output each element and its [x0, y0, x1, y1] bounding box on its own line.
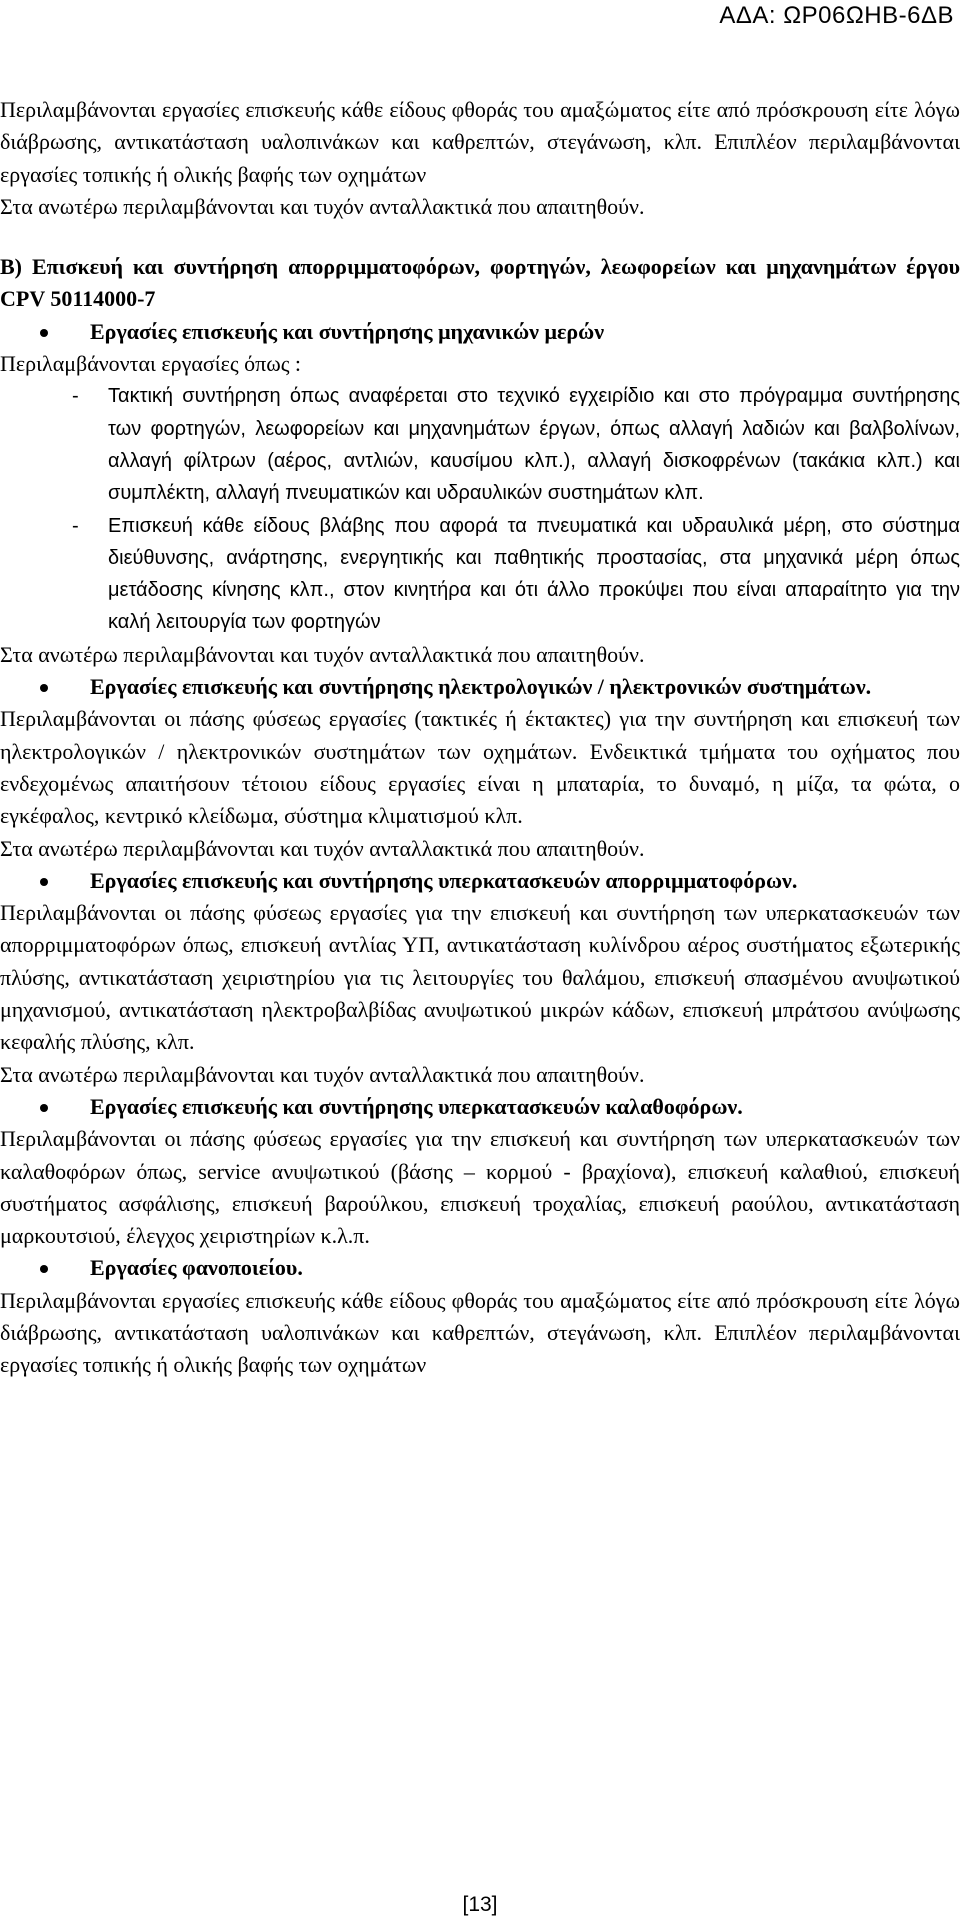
bullet-bucket-truck-superstructures	[0, 1091, 960, 1123]
bullet-label: Εργασίες επισκευής και συντήρησης υπερκατασκευών απορριμματοφόρων.	[90, 867, 798, 893]
bullet-body-shop	[0, 1252, 960, 1284]
paragraph-spare-parts-3: Στα ανωτέρω περιλαμβάνονται και τυχόν ανταλλακτικά που απαιτηθούν.	[0, 835, 645, 861]
dash-item-routine-maintenance	[0, 380, 960, 509]
dash-icon: -	[72, 385, 79, 408]
paragraph-bodywork-intro: Περιλαμβάνονται εργασίες επισκευής κάθε είδους φθοράς του αμαξώματος είτε από πρόσκρουση είτε λόγω διάβρωσης, αντικατάσταση υαλοπινάκων και καθρεπτών, στεγάνωση, κλπ. Επιπλέον περιλαμβάνονται εργασίες τοπικής ή ολικής βαφής των οχημάτων	[0, 97, 960, 187]
dash-icon: -	[72, 514, 79, 537]
bullet-icon	[40, 878, 48, 886]
document-body	[0, 94, 960, 1382]
bullet-label: Εργασίες φανοποιείου.	[90, 1255, 303, 1281]
paragraph-spare-parts-2: Στα ανωτέρω περιλαμβάνονται και τυχόν ανταλλακτικά που απαιτηθούν.	[0, 641, 645, 667]
bullet-label: Εργασίες επισκευής και συντήρησης υπερκατασκευών καλαθοφόρων.	[90, 1093, 743, 1119]
bullet-label: Εργασίες επισκευής και συντήρησης μηχανικών μερών	[90, 318, 605, 344]
paragraph-garbage-truck: Περιλαμβάνονται οι πάσης φύσεως εργασίες για την επισκευή και συντήρηση των υπερκατασκευών των απορριμματοφόρων όπως, επισκευή αντλίας ΥΠ, αντικατάσταση κυλίνδρου αέρος συστήματος εξωτερικής πλύσης, αντικατάσταση χειριστηρίου για τις λειτουργίες του θαλάμου, επισκευή σπασμένου ανυψωτικού μηχανισμού, αντικατάσταση ηλεκτροβαλβίδας ανυψωτικού μικρών κάδων, επισκευή μπράτσου ανύψωσης κεφαλής πλύσης, κλπ.	[0, 900, 960, 1055]
bullet-icon	[40, 1265, 48, 1273]
paragraph-spare-parts-1: Στα ανωτέρω περιλαμβάνονται και τυχόν ανταλλακτικά που απαιτηθούν.	[0, 193, 645, 219]
bullet-icon	[40, 684, 48, 692]
paragraph-electrical: Περιλαμβάνονται οι πάσης φύσεως εργασίες (τακτικές ή έκτακτες) για την συντήρηση και επισκευή των ηλεκτρολογικών / ηλεκτρονικών συστημάτων των οχημάτων. Ενδεικτικά τμήματα του οχήματος που ενδεχομένως απαιτήσουν τέτοιου είδους εργασίες είναι η μπαταρία, το δυναμό, η μίζα, τα φώτα, ο εγκέφαλος, κεντρικό κλείδωμα, σύστημα κλιματισμού κλπ.	[0, 706, 960, 829]
bullet-garbage-truck-superstructures	[0, 865, 960, 897]
paragraph-bucket-truck: Περιλαμβάνονται οι πάσης φύσεως εργασίες για την επισκευή και συντήρηση των υπερκατασκευών των καλαθοφόρων όπως, service ανυψωτικού (βάσης – κορμού - βραχίονα), επισκευή καλαθιού, επισκευή συστήματος ασφάλισης, επισκευή βαρούλκου, επισκευή τροχαλίας, επισκευή ραούλου, αντικατάσταση μαρκουτσιού, έλεγχος χειριστηρίων κ.λ.π.	[0, 1126, 960, 1249]
dash-text: Τακτική συντήρηση όπως αναφέρεται στο τεχνικό εγχειρίδιο και στο πρόγραμμα συντήρησης των φορτηγών, λεωφορείων και μηχανημάτων έργων, όπως αλλαγή λαδιών και βαλβολίνων, αλλαγή φίλτρων (αέρος, αντλιών, καυσίμου κλπ.), αλλαγή δισκοφρένων (τακάκια κλπ.) και συμπλέκτη, αλλαγή πνευματικών και υδραυλικών συστημάτων κλπ.	[108, 385, 960, 505]
paragraph-body-shop: Περιλαμβάνονται εργασίες επισκευής κάθε είδους φθοράς του αμαξώματος είτε από πρόσκρουση είτε λόγω διάβρωσης, αντικατάσταση υαλοπινάκων και καθρεπτών, στεγάνωση, κλπ. Επιπλέον περιλαμβάνονται εργασίες τοπικής ή ολικής βαφής των οχημάτων	[0, 1287, 960, 1378]
paragraph-works-such-as: Περιλαμβάνονται εργασίες όπως :	[0, 351, 302, 377]
page-number: [13]	[462, 1893, 498, 1916]
bullet-icon	[40, 329, 48, 337]
ada-identifier: ΑΔΑ: ΩΡ06ΩΗΒ-6ΔΒ	[719, 2, 954, 29]
dash-text: Επισκευή κάθε είδους βλάβης που αφορά τα πνευματικά και υδραυλικά μέρη, στο σύστημα διεύθυνσης, ανάρτησης, ενεργητικής και παθητικής προστασίας, στα μηχανικά μέρη όπως μετάδοσης κίνησης κλπ., στον κινητήρα και ότι άλλο προκύψει που είναι απαραίτητο για την καλή λειτουργία των φορτηγών	[108, 514, 960, 634]
bullet-icon	[40, 1104, 48, 1112]
bullet-mechanical-parts	[0, 316, 960, 348]
bullet-electrical-systems	[0, 671, 960, 703]
dash-item-repairs	[0, 510, 960, 639]
bullet-label: Εργασίες επισκευής και συντήρησης ηλεκτρολογικών / ηλεκτρονικών συστημάτων.	[90, 674, 872, 700]
paragraph-spare-parts-4: Στα ανωτέρω περιλαμβάνονται και τυχόν ανταλλακτικά που απαιτηθούν.	[0, 1061, 645, 1087]
section-b-title: Β) Επισκευή και συντήρηση απορριμματοφόρων, φορτηγών, λεωφορείων και μηχανημάτων έργου CPV 50114000-7	[0, 254, 960, 312]
